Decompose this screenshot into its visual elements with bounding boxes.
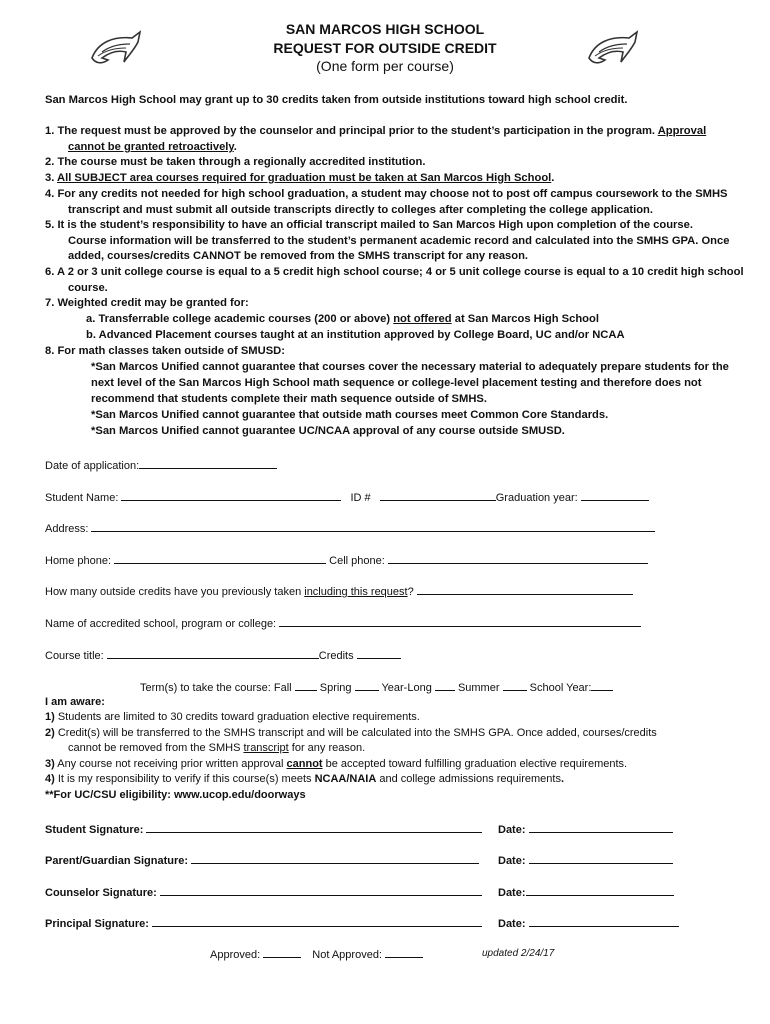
rule-6-cont: course. <box>68 282 108 294</box>
school-name-label: Name of accredited school, program or college: <box>45 618 277 630</box>
aware-1 <box>45 711 420 723</box>
approved-field[interactable] <box>263 947 301 958</box>
parent-date-label: Date: <box>498 855 526 867</box>
course-title-field[interactable] <box>107 648 319 659</box>
math-note-3: recommend that students complete their math sequence outside of SMHS. <box>91 393 487 405</box>
rule-3-num: 3. <box>45 172 58 184</box>
student-date-row <box>498 822 673 836</box>
rule-1-approval: Approval <box>657 125 707 137</box>
student-date-label: Date: <box>498 824 526 836</box>
aware-2-cont <box>68 742 365 754</box>
rule-1-cont <box>68 141 237 153</box>
year-long-field[interactable] <box>435 680 455 691</box>
aware-2-text: Credit(s) will be transferred to the SMHS transcript and will be calculated into the SMHS GPA. Once added, courses/credits <box>54 727 657 739</box>
aware-2-cont-text: cannot be removed from the SMHS <box>68 742 244 754</box>
address-label: Address: <box>45 523 89 535</box>
rule-5-cont-1: Course information will be transferred to the student’s permanent academic record and calculated into the SMHS GPA. Once <box>68 235 730 247</box>
student-name-row <box>45 490 649 504</box>
aware-4-text: It is my responsibility to verify if this course(s) meets <box>54 773 315 785</box>
id-field[interactable] <box>380 490 496 501</box>
course-title-row <box>45 648 401 662</box>
student-date-field[interactable] <box>529 822 673 833</box>
approval-row <box>210 947 423 961</box>
student-signature-field[interactable] <box>146 822 482 833</box>
id-label: ID # <box>350 492 371 504</box>
rule-3-text: All SUBJECT area courses required for graduation must be taken at San Marcos High School <box>57 172 552 184</box>
math-note-1: *San Marcos Unified cannot guarantee that courses cover the necessary material to adequately prepare students for the <box>91 361 729 373</box>
aware-4-period: . <box>560 773 565 785</box>
address-field[interactable] <box>91 521 655 532</box>
math-note-4: *San Marcos Unified cannot guarantee that outside math courses meet Common Core Standards. <box>91 409 609 421</box>
course-title-label: Course title: <box>45 650 104 662</box>
rule-4: 4. For any credits not needed for high school graduation, a student may choose not to post off campus coursework to the SMHS <box>45 188 728 200</box>
aware-2 <box>45 727 657 739</box>
math-note-2: next level of the San Marcos High School math sequence or college-level placement testing and therefore does not <box>91 377 702 389</box>
counselor-date-field[interactable] <box>526 885 674 896</box>
credits-label: Credits <box>318 650 354 662</box>
rule-2: 2. The course must be taken through a regionally accredited institution. <box>45 156 426 168</box>
home-phone-field[interactable] <box>114 553 326 564</box>
aware-4 <box>45 773 564 785</box>
counselor-signature-row <box>45 885 482 899</box>
rule-5: 5. It is the student’s responsibility to have an official transcript mailed to San Marcos High upon completion of the course. <box>45 219 693 231</box>
rule-1-text: 1. The request must be approved by the counselor and principal prior to the student’s participation in the program. <box>45 125 658 137</box>
counselor-date-row <box>498 885 674 899</box>
aware-2-num: 2) <box>45 727 55 739</box>
parent-date-field[interactable] <box>529 853 673 864</box>
aware-1-num: 1) <box>45 711 55 723</box>
rule-7a-not-offered: not offered <box>393 313 452 325</box>
form-subtitle: (One form per course) <box>316 58 454 74</box>
not-approved-label: Not Approved: <box>312 949 382 961</box>
rule-7a-text: a. Transferrable college academic courses (200 or above) <box>86 313 394 325</box>
previous-credits-field[interactable] <box>417 584 633 595</box>
cell-phone-field[interactable] <box>388 553 648 564</box>
parent-signature-label: Parent/Guardian Signature: <box>45 855 189 867</box>
aware-2-transcript: transcript <box>243 742 289 754</box>
terms-label: Term(s) to take the course: Fall <box>140 682 292 694</box>
date-of-application-field[interactable] <box>139 458 277 469</box>
aware-4-end: and college admissions requirements <box>376 773 561 785</box>
date-of-application-row <box>45 458 277 472</box>
school-name-field[interactable] <box>279 616 641 627</box>
principal-date-field[interactable] <box>529 916 679 927</box>
rule-7b: b. Advanced Placement courses taught at an institution approved by College Board, UC and/or NCAA <box>86 329 625 341</box>
year-long-label: Year-Long <box>381 682 432 694</box>
student-signature-row <box>45 822 482 836</box>
spring-field[interactable] <box>355 680 379 691</box>
aware-3-text: Any course not receiving prior written approval <box>54 758 287 770</box>
updated-date: updated 2/24/17 <box>482 948 555 959</box>
rule-1-retro: cannot be granted retroactively <box>68 141 234 153</box>
counselor-signature-label: Counselor Signature: <box>45 887 157 899</box>
rule-7a-end: at San Marcos High School <box>451 313 599 325</box>
rule-4-cont: transcript and must submit all outside transcripts directly to colleges after completing the college application. <box>68 204 653 216</box>
uc-csu-eligibility: **For UC/CSU eligibility: www.ucop.edu/doorways <box>45 789 306 801</box>
previous-credits-emphasis: including this request <box>304 586 408 598</box>
parent-date-row <box>498 853 673 867</box>
cell-phone-label: Cell phone: <box>329 555 385 567</box>
terms-row <box>140 680 613 694</box>
parent-signature-row <box>45 853 479 867</box>
previous-credits-label: How many outside credits have you previously taken <box>45 586 305 598</box>
principal-date-row <box>498 916 679 930</box>
graduation-year-field[interactable] <box>581 490 649 501</box>
aware-3-cannot: cannot <box>286 758 323 770</box>
graduation-year-label: Graduation year: <box>495 492 578 504</box>
previous-credits-qmark: ? <box>407 586 414 598</box>
rule-7: 7. Weighted credit may be granted for: <box>45 297 249 309</box>
summer-label: Summer <box>457 682 500 694</box>
approved-label: Approved: <box>210 949 261 961</box>
aware-3 <box>45 758 627 770</box>
previous-credits-row <box>45 584 633 598</box>
rule-3-period: . <box>551 172 555 184</box>
summer-field[interactable] <box>503 680 527 691</box>
address-row <box>45 521 655 535</box>
rule-7a <box>86 313 599 325</box>
phone-row <box>45 553 648 567</box>
rule-1 <box>45 125 706 137</box>
aware-4-ncaa: NCAA/NAIA <box>314 773 377 785</box>
aware-heading: I am aware: <box>45 696 105 708</box>
rule-1-period: . <box>233 141 237 153</box>
spring-label: Spring <box>319 682 352 694</box>
date-of-application-label: Date of application: <box>45 460 140 472</box>
parent-signature-field[interactable] <box>191 853 479 864</box>
school-year-field[interactable] <box>591 680 613 691</box>
aware-3-end: be accepted toward fulfilling graduation elective requirements. <box>322 758 628 770</box>
aware-1-text: Students are limited to 30 credits toward graduation elective requirements. <box>54 711 420 723</box>
student-name-label: Student Name: <box>45 492 119 504</box>
not-approved-field[interactable] <box>385 947 423 958</box>
intro-text: San Marcos High School may grant up to 30 credits taken from outside institutions toward high school credit. <box>45 94 628 106</box>
school-year-label: School Year: <box>529 682 592 694</box>
student-name-field[interactable] <box>121 490 341 501</box>
counselor-signature-field[interactable] <box>160 885 482 896</box>
rule-8: 8. For math classes taken outside of SMUSD: <box>45 345 285 357</box>
fall-field[interactable] <box>295 680 317 691</box>
form-title: REQUEST FOR OUTSIDE CREDIT <box>273 40 497 56</box>
student-signature-label: Student Signature: <box>45 824 144 836</box>
principal-signature-field[interactable] <box>152 916 482 927</box>
aware-2-end: for any reason. <box>288 742 366 754</box>
aware-3-num: 3) <box>45 758 55 770</box>
principal-date-label: Date: <box>498 918 526 930</box>
credits-field[interactable] <box>357 648 401 659</box>
rule-5-cont-2: added, courses/credits CANNOT be removed from the SMHS transcript for any reason. <box>68 250 529 262</box>
counselor-date-label: Date: <box>498 887 526 899</box>
school-name: SAN MARCOS HIGH SCHOOL <box>285 21 485 37</box>
school-name-row <box>45 616 641 630</box>
home-phone-label: Home phone: <box>45 555 112 567</box>
rule-6: 6. A 2 or 3 unit college course is equal to a 5 credit high school course; 4 or 5 unit college course is equal to a 10 credit high school <box>45 266 744 278</box>
aware-4-num: 4) <box>45 773 55 785</box>
principal-signature-row <box>45 916 482 930</box>
math-note-5: *San Marcos Unified cannot guarantee UC/NCAA approval of any course outside SMUSD. <box>91 425 565 437</box>
rule-3 <box>45 172 554 184</box>
principal-signature-label: Principal Signature: <box>45 918 149 930</box>
